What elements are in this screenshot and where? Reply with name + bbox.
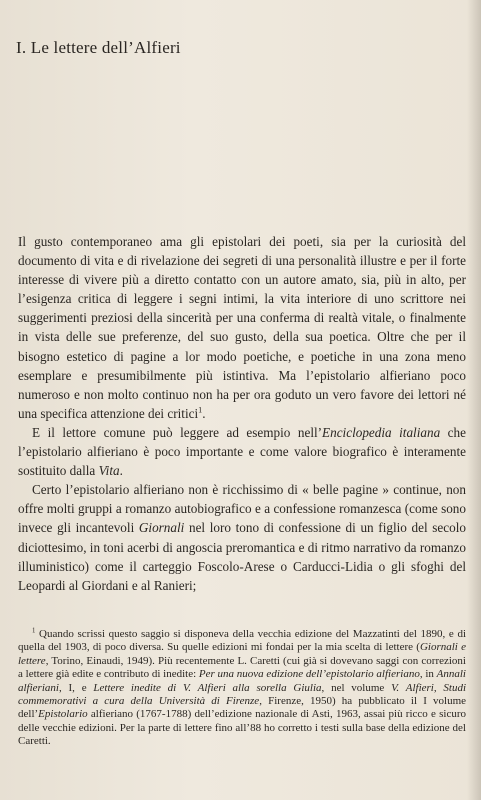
italic-text: Per una nuova edizione dell’epistolario alfieriano bbox=[198, 668, 420, 681]
text-run: , nel volume bbox=[321, 681, 392, 694]
footnote-marker: 1 bbox=[32, 627, 36, 635]
paragraph bbox=[18, 232, 466, 423]
text-run: nel loro tono di confessione di un figlio del secolo diciottesimo, in toni acerbi di angoscia preromantica e di ritmo narrativo da romanzo illuministico) come il carteggio Foscolo-Arese o Carducci-Lidia o gli sfoghi del Leopardi al Giordani e al Ranieri; bbox=[18, 520, 466, 593]
text-run: , Firenze, 1950) ha pubblicato il I volume dell’ bbox=[18, 695, 467, 721]
paragraph bbox=[18, 423, 466, 480]
footnote-text bbox=[18, 628, 466, 749]
text-run: , I, e bbox=[58, 681, 94, 694]
chapter-heading: I. Le lettere dell’Alfieri bbox=[16, 38, 181, 57]
footnote bbox=[18, 628, 466, 749]
text-run: , Torino, Einaudi, 1949). Più recentemente L. Caretti (cui già si dovevano saggi con correzioni a lettere già edite e contributo di inedite: bbox=[18, 654, 466, 681]
text-run: . bbox=[119, 463, 123, 479]
text-run: E il lettore comune può leggere ad esempio nell’ bbox=[32, 424, 323, 440]
italic-text: Vita bbox=[98, 463, 120, 479]
italic-text: Giornali e lettere bbox=[18, 641, 466, 667]
paragraph bbox=[18, 480, 466, 595]
italic-text: Lettere inedite di V. Alfieri alla sorella Giulia bbox=[93, 681, 322, 694]
page-gutter-shadow bbox=[467, 0, 481, 800]
italic-text: Epistolario bbox=[38, 708, 88, 721]
text-run: , in bbox=[419, 668, 437, 681]
italic-text: V. Alfieri, Studi commemorativi a cura della Università di Firenze bbox=[18, 681, 467, 708]
text-run: . bbox=[202, 405, 206, 421]
footnote-marker: 1 bbox=[198, 405, 203, 415]
italic-text: Annali alfieriani bbox=[18, 668, 466, 694]
text-run: Quando scrissi questo saggio si disponeva della vecchia edizione del Mazzatinti del 1890, e di quella del 1903, di poco diversa. Su quelle edizioni mi fondai per la mia scelta di lettere ( bbox=[18, 628, 466, 654]
text-run: Certo l’epistolario alfieriano non è ricchissimo di « belle pagine » continue, non offre molti gruppi a romanzo autobiografico e a confessione romanzesca (come sono invece gli incantevoli bbox=[18, 482, 466, 536]
text-run: alfieriano (1767-1788) dell’edizione nazionale di Asti, 1963, assai più ricco e sicuro delle vecchie edizioni. Per la parte di lettere fino all’88 ho corretto i testi sulla base della edizione del Caretti. bbox=[18, 708, 466, 748]
italic-text: Giornali bbox=[138, 520, 185, 536]
text-run: Il gusto contemporaneo ama gli epistolari dei poeti, sia per la curiosità del documento di vita e di rivelazione dei segreti di una personalità illustre e per il forte interesse di vivere più a diretto contatto con un autore amato, sia, più in alto, per l’esigenza critica di leggere i segni intimi, la vita interiore di uno scrittore nei suggerimenti preziosi della sincerità per una conferma di realtà vitale, o finalmente in vista delle sue preferenze, del suo gusto, della sua poetica. Oltre che per il bisogno estetico di pagine a lor modo poetiche, e poetiche in una zona meno esemplare e presumibilmente più istintiva. Ma l’epistolario alfieriano poco numeroso e non molto continuo non ha per ora goduto un vero favore dei lettori né una specifica attenzione dei critici bbox=[18, 234, 466, 421]
text-run: che l’epistolario alfieriano è poco importante e come valore biografico è interamente sostituito dalla bbox=[18, 424, 466, 479]
italic-text: Enciclopedia italiana bbox=[322, 424, 441, 440]
body-text bbox=[18, 232, 466, 595]
